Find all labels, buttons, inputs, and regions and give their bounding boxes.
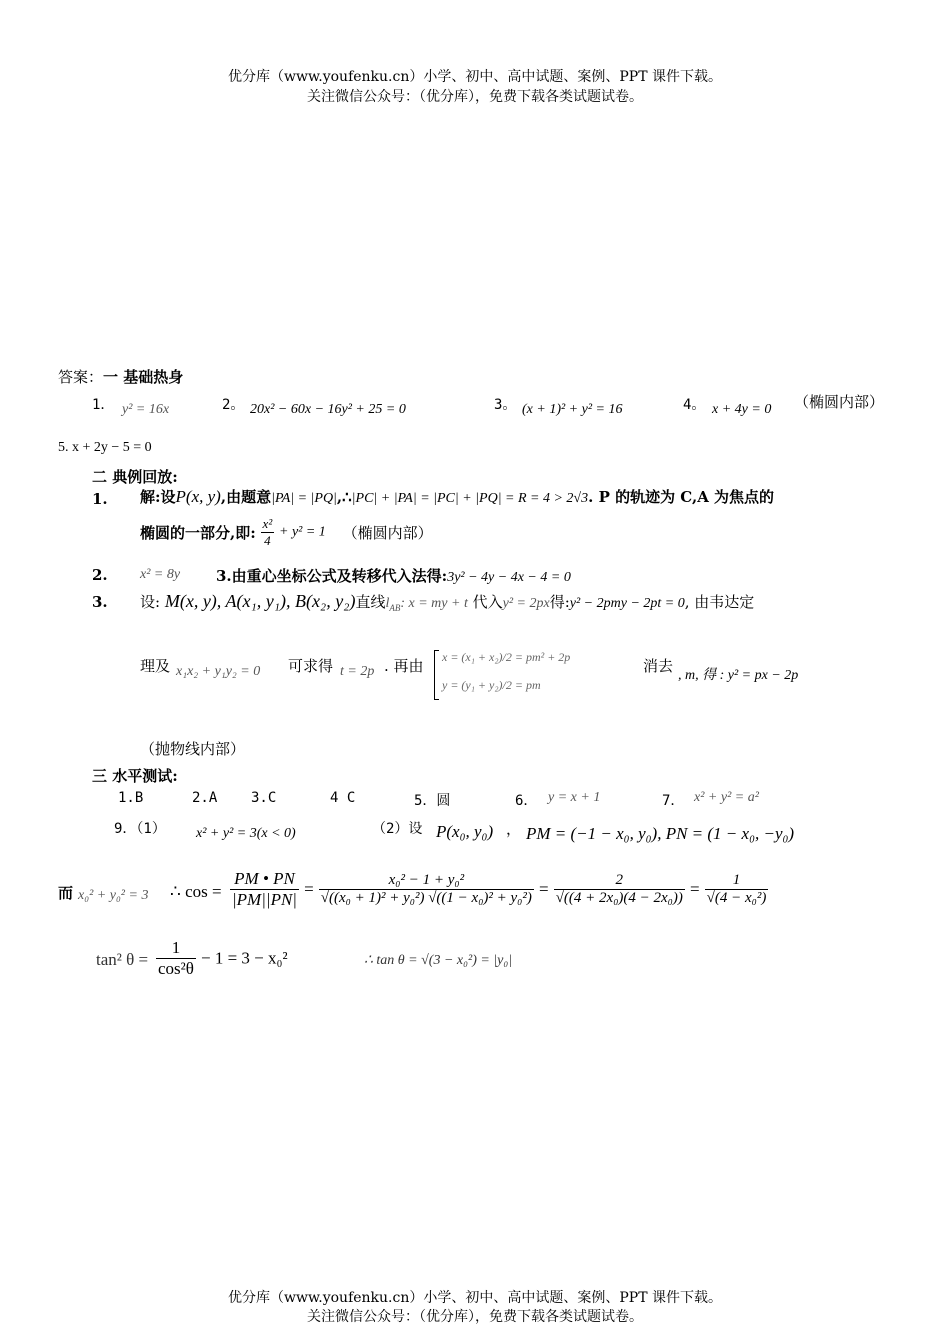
p1-note: （椭圆内部）: [342, 524, 433, 542]
tan-rhs: − 1 = 3 − x₀²: [201, 948, 288, 968]
test-answer-7-label: 7．: [662, 793, 685, 809]
cos-frac3-num: 2: [554, 872, 685, 890]
p2-answer: x² = 8y: [140, 567, 181, 582]
test-answer-9b-point: P(x₀, y₀): [436, 822, 494, 841]
p3-text-a: 设:: [140, 593, 161, 611]
cos-eq-sign-1: =: [304, 879, 314, 899]
p3-l-sub: AB: [389, 602, 401, 613]
p3-l-eq: : x = my + t: [400, 596, 468, 611]
answer-label: 答案：: [58, 368, 104, 386]
p3a-eq: 3y² − 4y − 4x − 4 = 0: [447, 570, 571, 585]
p1-text-e: ,∴: [336, 488, 352, 506]
q2-number: 2。: [222, 397, 245, 413]
p1-text-c: ,由题意: [220, 488, 272, 506]
p1-fraction: [261, 516, 275, 549]
cos-frac4-num: 1: [705, 872, 769, 890]
test-answer-9-label: 9．（1）: [114, 821, 166, 837]
cos-fraction-3: [554, 872, 685, 907]
q4-number: 4。: [683, 397, 706, 413]
p3-line-l: [385, 596, 467, 611]
p1-eq-i: + y² = 1: [279, 524, 326, 540]
test-answer-6-eq: y = x + 1: [548, 790, 601, 805]
test-answer-7-eq: x² + y² = a²: [694, 790, 759, 805]
test-answer-3: 3.C: [251, 790, 277, 806]
p3-text-f: 代入: [472, 593, 503, 611]
tan-result: ∴ tan θ = √(3 − x₀²) = |y₀|: [364, 953, 513, 968]
p3a-text: 3.由重心坐标公式及转移代入法得:: [216, 567, 448, 585]
footer-line-2: 关注微信公众号：（优分库），免费下载各类试题试卷。: [307, 1309, 643, 1325]
p3-text-k: 理及: [140, 657, 171, 675]
cos-fraction-1: [230, 869, 299, 910]
er-eq: x₀² + y₀² = 3: [78, 888, 149, 903]
tan-formula: [156, 938, 288, 979]
q3-number: 3。: [494, 397, 517, 413]
p1-fraction-den: 4: [264, 533, 271, 548]
test-answer-9b-vectors: PM = (−1 − x₀, y₀), PN = (1 − x₀, −y₀): [526, 824, 795, 843]
p3-text-p: 消去: [643, 657, 674, 675]
p3-text-m: 可求得: [288, 657, 334, 675]
tan-frac-den: cos²θ: [158, 959, 194, 978]
test-answer-9b-label: （2）设: [372, 821, 423, 837]
p3-system-eq2: y = (y₁ + y₂)/2 = pm: [442, 678, 541, 692]
p3-eq-q: , m, 得 : y² = px − 2p: [678, 668, 799, 683]
p1-line1: [140, 486, 774, 507]
p3-quad: y² − 2pmy − 2pt = 0: [569, 596, 685, 611]
cos-frac2-num: x₀² − 1 + y₀²: [319, 872, 534, 890]
test-answer-2: 2.A: [192, 790, 218, 806]
cos-fraction-2: [319, 872, 534, 907]
p1-eq-d: |PA| = |PQ|: [271, 491, 337, 506]
cos-frac1-den: |PM||PN|: [232, 890, 297, 909]
p3-eq-l: x₁x₂ + y₁y₂ = 0: [176, 664, 261, 679]
section2-heading: 二 典例回放:: [92, 468, 178, 486]
header-line-1: 优分库（www.youfenku.cn）小学、初中、高中试题、案例、PPT 课件下载。: [227, 69, 722, 85]
section1-heading: [58, 366, 183, 387]
p1-line2: [140, 516, 433, 549]
p1-text-a: 解:设: [140, 488, 176, 506]
p3-l-letter: l: [385, 596, 390, 611]
cos-eq-sign-3: =: [689, 879, 700, 899]
tan-fraction: [156, 938, 196, 979]
q4-answer: x + 4y = 0: [712, 402, 772, 417]
p1-eq-f: |PC| + |PA| = |PC| + |PQ| = R = 4 > 2√3: [351, 491, 589, 506]
p1-number: 1.: [92, 490, 108, 508]
section3-heading: 三 水平测试:: [92, 767, 178, 785]
p3-system-brace: [434, 650, 439, 700]
test-answer-4: 4 C: [330, 790, 356, 806]
cos-fraction-4: [705, 872, 769, 907]
cos-frac3-den: √((4 + 2x₀)(4 − 2x₀)): [555, 890, 683, 906]
p3-eq-n: t = 2p: [340, 664, 375, 679]
tan-lhs: tan² θ =: [96, 950, 149, 969]
section1-title: 一 基础热身: [103, 368, 184, 386]
p3-note: （抛物线内部）: [140, 740, 246, 758]
test-answer-1: 1.B: [118, 790, 144, 806]
q2-answer: 20x² − 60x − 16y² + 25 = 0: [250, 402, 406, 417]
q5-answer: 5. x + 2y − 5 = 0: [58, 440, 152, 455]
p3-number: 3.: [92, 593, 108, 611]
p3-parabola: y² = 2px: [502, 596, 550, 611]
p2-number: 2.: [92, 566, 108, 584]
p3-text-h: 得:: [549, 593, 570, 611]
cos-formula: [230, 869, 768, 910]
q4-note: （椭圆内部）: [794, 393, 885, 411]
p3-line2-a: [140, 655, 170, 676]
p3-text-o: . 再由: [384, 657, 424, 675]
p3-text-j: , 由韦达定: [684, 593, 755, 611]
test-answer-6-label: 6．: [515, 793, 538, 809]
p1-text-h: 椭圆的一部分,即:: [140, 524, 256, 542]
p3-text-c: 直线: [355, 593, 386, 611]
q1-answer: y² = 16x: [122, 402, 170, 417]
cos-frac1-num: PM • PN: [230, 869, 299, 890]
p1-fraction-num: x²: [262, 516, 273, 531]
cos-frac4-den: √(4 − x₀²): [706, 890, 767, 906]
footer-line-1: 优分库（www.youfenku.cn）小学、初中、高中试题、案例、PPT 课件下载。: [227, 1290, 722, 1306]
test-answer-9b-comma: ，: [506, 820, 522, 838]
cos-lhs: ∴ cos =: [170, 882, 222, 901]
p3-points: M(x, y), A(x₁, y₁), B(x₂, y₂): [164, 591, 356, 611]
er-label: 而: [58, 884, 74, 902]
q1-number: 1．: [92, 397, 115, 413]
p3a-line: [216, 565, 571, 586]
q3-answer: (x + 1)² + y² = 16: [522, 402, 623, 417]
test-answer-5: 5．圆: [414, 793, 451, 809]
p3-system-eq1: x = (x₁ + x₂)/2 = pm² + 2p: [442, 650, 571, 664]
p1-point-p: P(x, y): [175, 487, 221, 506]
cos-frac2-den: √((x₀ + 1)² + y₀²) √((1 − x₀)² + y₀²): [320, 890, 532, 906]
tan-frac-num: 1: [156, 938, 196, 959]
header-line-2: 关注微信公众号：（优分库），免费下载各类试题试卷。: [307, 89, 643, 105]
p1-text-g: . P 的轨迹为 C,A 为焦点的: [588, 488, 775, 506]
cos-eq-sign-2: =: [539, 879, 549, 899]
p3-line1: [140, 591, 754, 613]
test-answer-9-eq: x² + y² = 3(x < 0): [196, 826, 296, 841]
